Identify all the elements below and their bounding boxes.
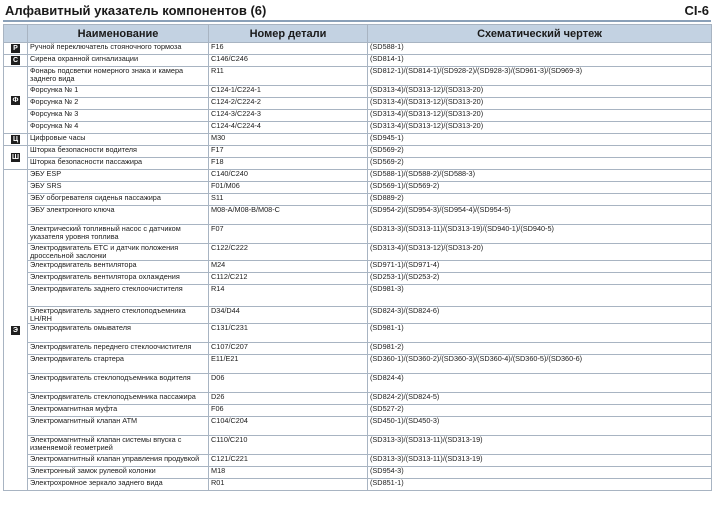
schematic-cell: (SD313-4)/(SD313-12)/(SD313-20) xyxy=(368,98,712,110)
table-row xyxy=(4,158,712,170)
table-row xyxy=(4,307,712,324)
table-row xyxy=(4,467,712,479)
component-name-cell: Электродвигатель стеклоподъемника пассажира xyxy=(28,393,209,405)
schematic-cell: (SD945-1) xyxy=(368,134,712,146)
component-name-cell: ЭБУ обогревателя сиденья пассажира xyxy=(28,194,209,206)
part-number-cell: R14 xyxy=(209,285,368,307)
component-name-cell: Электромагнитный клапан ATM xyxy=(28,417,209,436)
table-row xyxy=(4,225,712,244)
schematic-cell: (SD981-3) xyxy=(368,285,712,307)
component-name-cell: Фонарь подсветки номерного знака и камера заднего вида xyxy=(28,67,209,86)
component-name-cell: Форсунка № 4 xyxy=(28,122,209,134)
component-name-cell: Электродвигатель заднего стеклоподъемника LH/RH xyxy=(28,307,209,324)
schematic-cell: (SD313-3)/(SD313-11)/(SD313-19) xyxy=(368,455,712,467)
table-row xyxy=(4,244,712,261)
table-row xyxy=(4,405,712,417)
table-row xyxy=(4,355,712,374)
table-row xyxy=(4,55,712,67)
component-name-cell: Шторка безопасности пассажира xyxy=(28,158,209,170)
table-row xyxy=(4,285,712,307)
table-row xyxy=(4,261,712,273)
schematic-cell: (SD824-4) xyxy=(368,374,712,393)
component-name-cell: Электродвигатель стартера xyxy=(28,355,209,374)
schematic-cell: (SD981-1) xyxy=(368,324,712,343)
part-number-cell: C124-1/C224-1 xyxy=(209,86,368,98)
letter-badge: С xyxy=(12,57,19,64)
schematic-cell: (SD313-4)/(SD313-12)/(SD313-20) xyxy=(368,122,712,134)
table-row xyxy=(4,324,712,343)
component-name-cell: Форсунка № 3 xyxy=(28,110,209,122)
part-number-cell: C121/C221 xyxy=(209,455,368,467)
part-number-cell: R11 xyxy=(209,67,368,86)
letter-group-cell xyxy=(4,67,28,134)
schematic-cell: (SD313-4)/(SD313-12)/(SD313-20) xyxy=(368,86,712,98)
part-number-cell: C104/C204 xyxy=(209,417,368,436)
part-number-cell: C110/C210 xyxy=(209,436,368,455)
schematic-cell: (SD450-1)/(SD450-3) xyxy=(368,417,712,436)
component-name-cell: Электродвигатель ETC и датчик положения дроссельной заслонки xyxy=(28,244,209,261)
schematic-cell: (SD588-1) xyxy=(368,43,712,55)
component-name-cell: Электродвигатель переднего стеклоочистителя xyxy=(28,343,209,355)
page-title: Алфавитный указатель компонентов (6) xyxy=(5,3,267,18)
part-number-cell: C124-2/C224-2 xyxy=(209,98,368,110)
component-name-cell: Форсунка № 1 xyxy=(28,86,209,98)
part-number-cell: R01 xyxy=(209,479,368,491)
letter-group-cell xyxy=(4,146,28,170)
schematic-cell: (SD313-3)/(SD313-11)/(SD313-19) xyxy=(368,436,712,455)
component-index-table xyxy=(3,24,712,491)
schematic-cell: (SD588-1)/(SD588-2)/(SD588-3) xyxy=(368,170,712,182)
schematic-cell: (SD569-1)/(SD569-2) xyxy=(368,182,712,194)
header-letter-cell xyxy=(4,25,28,43)
table-row xyxy=(4,182,712,194)
part-number-cell: C140/C240 xyxy=(209,170,368,182)
table-row xyxy=(4,479,712,491)
table-row xyxy=(4,436,712,455)
schematic-cell: (SD981-2) xyxy=(368,343,712,355)
table-row xyxy=(4,455,712,467)
letter-badge: Ш xyxy=(11,154,20,161)
part-number-cell: D06 xyxy=(209,374,368,393)
table-row xyxy=(4,170,712,182)
part-number-cell: M08-A/M08-B/M08-C xyxy=(209,206,368,225)
column-header-part-number: Номер детали xyxy=(209,25,368,43)
component-name-cell: ЭБУ ESP xyxy=(28,170,209,182)
component-name-cell: Электромагнитный клапан системы впуска с изменяемой геометрией xyxy=(28,436,209,455)
letter-badge: Ф xyxy=(12,96,19,104)
table-row xyxy=(4,86,712,98)
part-number-cell: D34/D44 xyxy=(209,307,368,324)
part-number-cell: F07 xyxy=(209,225,368,244)
column-header-name: Наименование xyxy=(28,25,209,43)
table-row xyxy=(4,110,712,122)
component-name-cell: Электронный замок рулевой колонки xyxy=(28,467,209,479)
part-number-cell: C131/C231 xyxy=(209,324,368,343)
schematic-cell: (SD527-2) xyxy=(368,405,712,417)
component-name-cell: ЭБУ электронного ключа xyxy=(28,206,209,225)
part-number-cell: C107/C207 xyxy=(209,343,368,355)
schematic-cell: (SD313-4)/(SD313-12)/(SD313-20) xyxy=(368,244,712,261)
table-row xyxy=(4,122,712,134)
letter-group-cell xyxy=(4,134,28,146)
schematic-cell: (SD360-1)/(SD360-2)/(SD360-3)/(SD360-4)/(SD360-5)/(SD360-6) xyxy=(368,355,712,374)
part-number-cell: F17 xyxy=(209,146,368,158)
letter-group-cell xyxy=(4,55,28,67)
table-header-row xyxy=(4,25,712,43)
part-number-cell: F01/M06 xyxy=(209,182,368,194)
table-row xyxy=(4,194,712,206)
component-name-cell: Электрохромное зеркало заднего вида xyxy=(28,479,209,491)
table-row xyxy=(4,343,712,355)
part-number-cell: F18 xyxy=(209,158,368,170)
letter-badge: Э xyxy=(11,326,20,335)
schematic-cell: (SD253-1)/(SD253-2) xyxy=(368,273,712,285)
component-name-cell: Электрический топливный насос с датчиком указателя уровня топлива xyxy=(28,225,209,244)
component-name-cell: Электродвигатель стеклоподъемника водителя xyxy=(28,374,209,393)
component-name-cell: Ручной переключатель стояночного тормоза xyxy=(28,43,209,55)
component-name-cell: Электромагнитная муфта xyxy=(28,405,209,417)
page-code: CI-6 xyxy=(684,3,709,18)
part-number-cell: D26 xyxy=(209,393,368,405)
component-name-cell: Электродвигатель заднего стеклоочистителя xyxy=(28,285,209,307)
component-name-cell: Электродвигатель вентилятора охлаждения xyxy=(28,273,209,285)
part-number-cell: F16 xyxy=(209,43,368,55)
column-header-schematic: Схематический чертеж xyxy=(368,25,712,43)
component-name-cell: Шторка безопасности водителя xyxy=(28,146,209,158)
part-number-cell: M24 xyxy=(209,261,368,273)
schematic-cell: (SD824-3)/(SD824-6) xyxy=(368,307,712,324)
part-number-cell: C124-4/C224-4 xyxy=(209,122,368,134)
letter-badge: Ц xyxy=(12,136,19,143)
part-number-cell: C124-3/C224-3 xyxy=(209,110,368,122)
schematic-cell: (SD954-2)/(SD954-3)/(SD954-4)/(SD954-5) xyxy=(368,206,712,225)
schematic-cell: (SD824-2)/(SD824-5) xyxy=(368,393,712,405)
schematic-cell: (SD971-1)/(SD971-4) xyxy=(368,261,712,273)
part-number-cell: C112/C212 xyxy=(209,273,368,285)
page-header xyxy=(3,0,711,22)
header-divider xyxy=(3,20,711,22)
component-name-cell: ЭБУ SRS xyxy=(28,182,209,194)
part-number-cell: M30 xyxy=(209,134,368,146)
schematic-cell: (SD814-1) xyxy=(368,55,712,67)
part-number-cell: M18 xyxy=(209,467,368,479)
part-number-cell: S11 xyxy=(209,194,368,206)
schematic-cell: (SD313-3)/(SD313-11)/(SD313-19)/(SD940-1)/(SD940-5) xyxy=(368,225,712,244)
component-name-cell: Электродвигатель омывателя xyxy=(28,324,209,343)
table-row xyxy=(4,67,712,86)
table-row xyxy=(4,206,712,225)
part-number-cell: C122/C222 xyxy=(209,244,368,261)
table-row xyxy=(4,43,712,55)
schematic-cell: (SD569-2) xyxy=(368,158,712,170)
table-row xyxy=(4,134,712,146)
schematic-cell: (SD889-2) xyxy=(368,194,712,206)
component-name-cell: Форсунка № 2 xyxy=(28,98,209,110)
table-body xyxy=(4,43,712,491)
table-row xyxy=(4,273,712,285)
letter-group-cell xyxy=(4,43,28,55)
schematic-cell: (SD851-1) xyxy=(368,479,712,491)
schematic-cell: (SD313-4)/(SD313-12)/(SD313-20) xyxy=(368,110,712,122)
part-number-cell: F06 xyxy=(209,405,368,417)
schematic-cell: (SD812-1)/(SD814-1)/(SD928-2)/(SD928-3)/(SD961-3)/(SD969-3) xyxy=(368,67,712,86)
schematic-cell: (SD954-3) xyxy=(368,467,712,479)
letter-group-cell xyxy=(4,170,28,491)
part-number-cell: E11/E21 xyxy=(209,355,368,374)
component-name-cell: Электромагнитный клапан управления продувкой xyxy=(28,455,209,467)
part-number-cell: C146/C246 xyxy=(209,55,368,67)
table-row xyxy=(4,417,712,436)
component-name-cell: Цифровые часы xyxy=(28,134,209,146)
letter-badge: Р xyxy=(11,44,20,53)
table-row xyxy=(4,374,712,393)
table-row xyxy=(4,146,712,158)
component-name-cell: Электродвигатель вентилятора xyxy=(28,261,209,273)
table-row xyxy=(4,98,712,110)
component-name-cell: Сирена охранной сигнализации xyxy=(28,55,209,67)
schematic-cell: (SD569-2) xyxy=(368,146,712,158)
table-row xyxy=(4,393,712,405)
